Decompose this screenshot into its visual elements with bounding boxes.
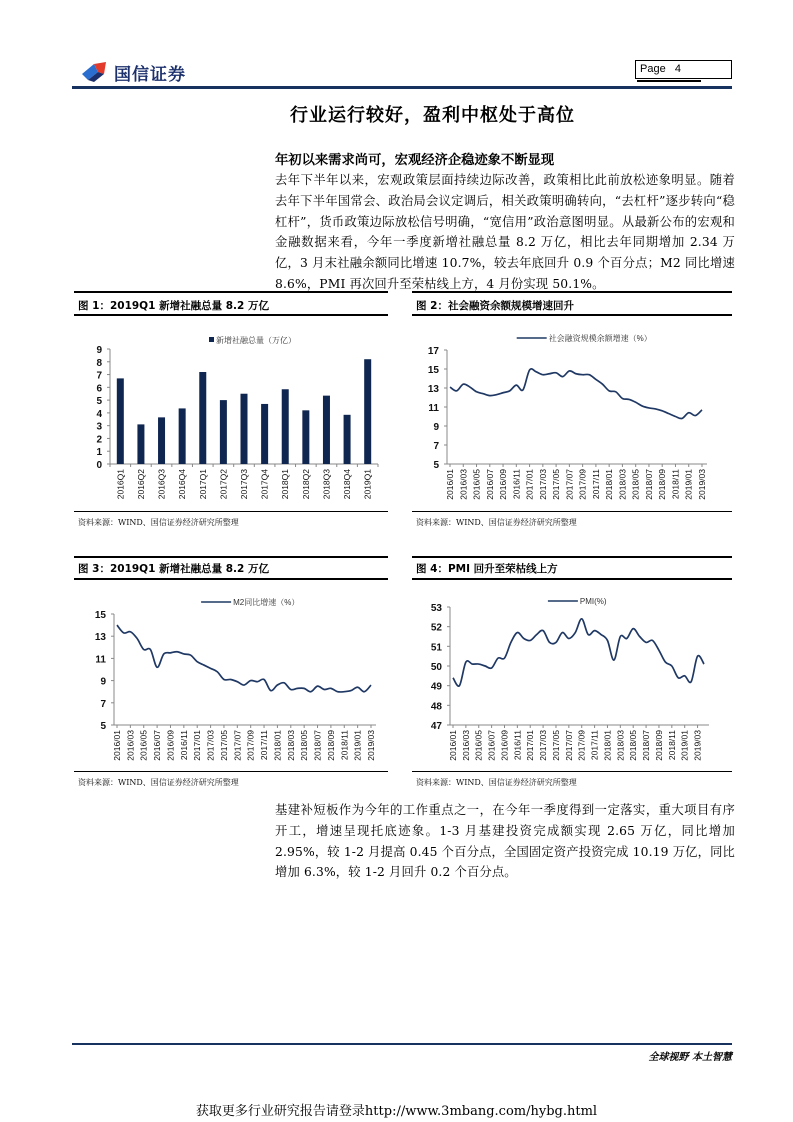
page-label: Page xyxy=(640,63,666,75)
x-tick-label: 2019/03 xyxy=(692,730,703,761)
figure-3-source: 资料来源：WIND、国信证券经济研究所整理 xyxy=(78,778,239,787)
x-tick-label: 2019/01 xyxy=(679,730,690,761)
bar xyxy=(241,394,248,464)
x-tick-label: 2018Q2 xyxy=(300,469,311,500)
y-tick-label: 15 xyxy=(94,610,106,621)
x-tick-label: 2016/01 xyxy=(112,730,122,761)
x-tick-label: 2018/03 xyxy=(615,730,626,761)
bar xyxy=(302,410,309,464)
y-tick-label: 11 xyxy=(428,403,439,414)
x-tick-label: 2018/05 xyxy=(628,730,639,761)
x-tick-label: 2016Q4 xyxy=(177,469,188,500)
bar xyxy=(220,400,227,464)
figure-1-bottom-rule xyxy=(74,511,388,512)
page-number: 4 xyxy=(674,63,681,75)
x-tick-label: 2017Q3 xyxy=(239,469,249,500)
y-tick-label: 52 xyxy=(430,622,442,634)
figure-4-bottom-rule xyxy=(412,771,732,772)
data-line xyxy=(453,619,704,686)
x-tick-label: 2018/07 xyxy=(641,730,652,761)
x-tick-label: 2018/09 xyxy=(325,730,336,761)
x-tick-label: 2018/03 xyxy=(285,730,296,761)
figure-2-bottom-rule xyxy=(412,511,732,512)
logo-text: 国信证券 xyxy=(114,65,186,85)
y-tick-label: 50 xyxy=(430,662,442,673)
bar xyxy=(158,417,165,464)
x-tick-label: 2018Q1 xyxy=(280,469,291,500)
x-tick-label: 2018/11 xyxy=(670,469,681,500)
x-tick-label: 2016/05 xyxy=(138,730,149,761)
y-tick-label: 13 xyxy=(427,384,439,395)
x-tick-label: 2018/09 xyxy=(653,730,664,761)
y-tick-label: 49 xyxy=(430,681,442,693)
figure-3-top-rule xyxy=(74,556,388,558)
x-tick-label: 2018/03 xyxy=(617,469,628,500)
x-tick-label: 2018/11 xyxy=(339,730,350,761)
x-tick-label: 2017/11 xyxy=(590,469,601,500)
x-tick-label: 2017/01 xyxy=(192,730,203,761)
x-tick-label: 2019/01 xyxy=(352,730,363,761)
figure-3-title: 图 3：2019Q1 新增社融总量 8.2 万亿 xyxy=(78,563,269,575)
x-tick-label: 2017/09 xyxy=(245,730,256,761)
y-tick-label: 0 xyxy=(96,460,102,471)
y-tick-label: 7 xyxy=(96,370,102,382)
x-tick-label: 2018/09 xyxy=(657,469,668,500)
page-indicator xyxy=(635,60,732,79)
x-tick-label: 2018/01 xyxy=(272,730,283,761)
page-title: 行业运行较好，盈利中枢处于高位 xyxy=(290,105,575,126)
x-tick-label: 2017Q2 xyxy=(218,469,229,500)
figure-4-top-rule xyxy=(412,556,732,558)
x-tick-label: 2016Q2 xyxy=(135,469,146,500)
y-tick-label: 4 xyxy=(96,408,102,420)
figure-1-title: 图 1：2019Q1 新增社融总量 8.2 万亿 xyxy=(78,300,269,312)
x-tick-label: 2016/03 xyxy=(125,730,136,761)
section-heading: 年初以来需求尚可，宏观经济企稳迹象不断显现 xyxy=(275,153,555,168)
x-tick-label: 2017/05 xyxy=(551,469,562,500)
y-tick-label: 7 xyxy=(100,698,106,710)
x-tick-label: 2017/01 xyxy=(525,730,536,761)
figure-2-source: 资料来源：WIND、国信证券经济研究所整理 xyxy=(416,518,577,527)
bar xyxy=(282,389,289,464)
chart-legend xyxy=(517,333,652,343)
x-tick-label: 2017/03 xyxy=(537,469,548,500)
chart-legend xyxy=(209,335,296,345)
y-tick-label: 2 xyxy=(96,434,102,446)
footer-slogan: 全球视野 本土智慧 xyxy=(648,1052,732,1063)
header-accent-line xyxy=(637,80,701,82)
x-tick-label: 2018/11 xyxy=(666,730,677,761)
x-tick-label: 2017Q4 xyxy=(259,469,270,500)
x-tick-label: 2016Q1 xyxy=(115,469,126,500)
x-tick-label: 2017/09 xyxy=(577,469,588,500)
figure-3-bottom-rule xyxy=(74,771,388,772)
figure-4-title: 图 4：PMI 回升至荣枯线上方 xyxy=(416,563,558,575)
x-tick-label: 2018/01 xyxy=(602,730,613,761)
x-tick-label: 2016/09 xyxy=(165,730,176,761)
figure-4-source: 资料来源：WIND、国信证券经济研究所整理 xyxy=(416,778,577,787)
svg-text:PMI(%): PMI(%) xyxy=(579,597,607,606)
bar xyxy=(137,424,144,464)
y-tick-label: 5 xyxy=(433,460,439,471)
figure-2-line-chart xyxy=(412,320,732,512)
x-tick-label: 2017/07 xyxy=(564,469,575,500)
x-tick-label: 2017/01 xyxy=(524,469,535,500)
bar xyxy=(179,408,186,464)
x-tick-label: 2016/11 xyxy=(178,730,189,761)
x-tick-label: 2017/07 xyxy=(563,730,574,761)
x-tick-label: 2018/07 xyxy=(643,469,654,500)
x-tick-label: 2017/09 xyxy=(576,730,587,761)
x-tick-label: 2016/07 xyxy=(486,730,497,761)
x-tick-label: 2017/07 xyxy=(232,730,243,761)
x-tick-label: 2018/05 xyxy=(299,730,310,761)
figure-4-line-chart xyxy=(412,584,732,770)
x-tick-label: 2016/11 xyxy=(512,730,523,761)
bar xyxy=(199,372,206,464)
figure-2-title: 图 2：社会融资余额规模增速回升 xyxy=(416,300,574,312)
x-tick-label: 2018Q3 xyxy=(321,469,332,500)
body-paragraph-2: 基建补短板作为今年的工作重点之一，在今年一季度得到一定落实，重大项目有序开工，增速呈现托底迹象。1-3 月基建投资完成额实现 2.65 万亿，同比增加 2.95%，较 1-2 月提高 0.45 个百分点，全国固定资产投资完成 10.19 万亿，同比增加 6.3%，较 1-2 月回升 0.2 个百分点。 xyxy=(275,803,735,880)
x-tick-label: 2018/07 xyxy=(312,730,323,761)
bar xyxy=(364,359,371,464)
data-line xyxy=(450,369,702,419)
y-tick-label: 5 xyxy=(100,721,106,732)
x-tick-label: 2016/01 xyxy=(448,730,458,761)
bar xyxy=(261,404,268,464)
x-tick-label: 2019/01 xyxy=(683,469,694,500)
y-tick-label: 15 xyxy=(427,365,439,376)
chart-legend xyxy=(548,597,607,606)
x-tick-label: 2018Q4 xyxy=(342,469,353,500)
x-tick-label: 2018/05 xyxy=(630,469,641,500)
logo-mark-icon xyxy=(80,60,110,84)
x-tick-label: 2016/05 xyxy=(473,730,484,761)
y-tick-label: 9 xyxy=(433,422,439,433)
y-tick-label: 9 xyxy=(96,345,102,356)
x-tick-label: 2016/09 xyxy=(499,730,510,761)
figure-4-title-rule xyxy=(412,578,732,580)
figure-2-top-rule xyxy=(412,291,732,293)
y-tick-label: 5 xyxy=(96,396,102,408)
header-divider xyxy=(72,86,732,89)
y-tick-label: 1 xyxy=(96,447,102,459)
x-tick-label: 2016/07 xyxy=(484,469,495,500)
x-tick-label: 2017/03 xyxy=(538,730,549,761)
y-tick-label: 9 xyxy=(100,676,106,688)
x-tick-label: 2017/11 xyxy=(589,730,600,761)
figure-1-top-rule xyxy=(74,291,388,293)
x-tick-label: 2016/11 xyxy=(511,469,522,500)
x-tick-label: 2017/03 xyxy=(205,730,216,761)
y-tick-label: 13 xyxy=(94,632,106,644)
y-tick-label: 8 xyxy=(96,357,102,369)
y-tick-label: 11 xyxy=(95,654,106,666)
x-tick-label: 2016/03 xyxy=(460,730,471,761)
x-tick-label: 2019/03 xyxy=(366,730,376,761)
y-tick-label: 53 xyxy=(430,603,442,614)
x-tick-label: 2018/01 xyxy=(604,469,615,500)
x-tick-label: 2019Q1 xyxy=(362,469,373,500)
y-tick-label: 51 xyxy=(430,642,442,654)
svg-text:M2同比增速（%）: M2同比增速（%） xyxy=(233,598,300,607)
figure-2-title-rule xyxy=(412,314,732,316)
x-tick-label: 2017/05 xyxy=(550,730,561,761)
x-tick-label: 2016/05 xyxy=(471,469,482,500)
y-tick-label: 6 xyxy=(96,383,102,395)
bar xyxy=(323,396,330,464)
figure-1-bar-chart xyxy=(74,320,388,512)
figure-1-title-rule xyxy=(74,314,388,316)
figure-3-line-chart xyxy=(74,584,388,770)
x-tick-label: 2017/05 xyxy=(218,730,229,761)
x-tick-label: 2016Q3 xyxy=(156,469,167,500)
footer-divider xyxy=(72,1043,732,1045)
y-tick-label: 47 xyxy=(430,721,442,732)
data-line xyxy=(117,625,371,692)
x-tick-label: 2016/09 xyxy=(498,469,509,500)
bar xyxy=(117,378,124,464)
figure-1-source: 资料来源：WIND、国信证券经济研究所整理 xyxy=(78,518,239,527)
y-tick-label: 17 xyxy=(427,346,439,357)
x-tick-label: 2016/01 xyxy=(445,469,455,500)
y-tick-label: 3 xyxy=(96,421,102,433)
bar xyxy=(344,415,351,464)
x-tick-label: 2017/11 xyxy=(259,730,270,761)
svg-text:社会融资规模余额增速（%）: 社会融资规模余额增速（%） xyxy=(548,334,652,343)
figure-3-title-rule xyxy=(74,578,388,580)
chart-legend xyxy=(201,597,299,607)
y-tick-label: 7 xyxy=(433,441,439,452)
x-tick-label: 2016/07 xyxy=(152,730,163,761)
footer-promo-link[interactable]: 获取更多行业研究报告请登录http://www.3mbang.com/hybg.html xyxy=(195,1104,598,1119)
y-tick-label: 48 xyxy=(430,701,442,713)
x-tick-label: 2017Q1 xyxy=(197,469,208,500)
x-tick-label: 2016/03 xyxy=(458,469,469,500)
svg-text:新增社融总量（万亿）: 新增社融总量（万亿） xyxy=(216,336,296,345)
body-paragraph-1: 去年下半年以来，宏观政策层面持续边际改善，政策相比此前放松迹象明显。随着去年下半年国常会、政治局会议定调后，相关政策明确转向，“去杠杆”逐步转向“稳杠杆”，货币政策边际放松信号明确，“宽信用”政治意图明显。从最新公布的宏观和金融数据来看，今年一季度新增社融总量 8.2 万亿，相比去年同期增加 2.34 万亿，3 月末社融余额同比增速 10.7%，较去年底回升 0.9 个百分点；M2 同比增速 8.6%，PMI 再次回升至荣枯线上方，4 月份实现 50.1%。 xyxy=(275,173,735,291)
x-tick-label: 2019/03 xyxy=(697,469,707,500)
